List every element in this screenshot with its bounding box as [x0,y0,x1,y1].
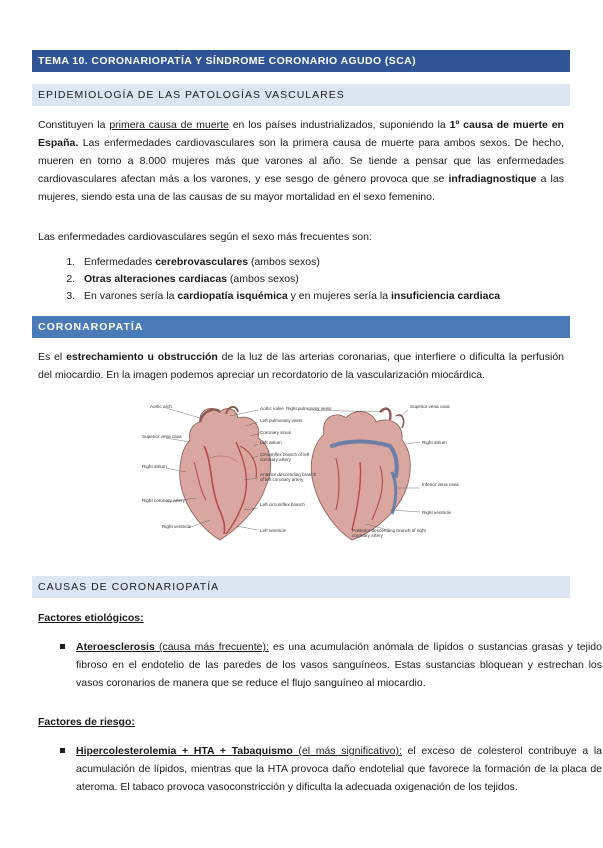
underlined-text: : [398,745,402,757]
label-superior-vena-cava-right: Superior vena cava [410,404,450,409]
text-run: en los países industrializados, suponiendo la [228,119,450,131]
list-item [78,288,603,305]
epidemiologia-paragraph-1 [38,116,564,206]
label-left-ventricle: Left ventricle [260,528,287,533]
text-run: (ambos sexos) [248,256,320,268]
label-right-coronary-artery: Right coronary artery [142,498,185,503]
text-run: de la luz de las arterias coronarias, que interfiere o dificulta la perfusión del miocardio. En la imagen podemos apreciar un recordatorio de la vascularización miocárdica. [38,351,565,381]
bold-text: cardiopatía isquémica [177,290,288,302]
underlined-text: (el más significativo) [292,745,399,757]
bold-text: cerebrovasculares [155,256,249,268]
list-item [76,742,602,796]
label-svc-right-wrapper [410,404,460,418]
heart-vascularization-figure [140,402,462,550]
text-run: a las mujeres, siendo esta una de las causas de su mayor mortalidad en el sexo femenino. [38,173,564,203]
label-right-ventricle-right: Right ventricle [422,510,452,515]
list-item [76,638,602,692]
text-run: Es el [38,351,67,363]
section-heading-causas: CAUSAS DE CORONARIOPATÍA [32,576,570,598]
label-inferior-vena-cava: Inferior vena cava [422,482,459,487]
etiologicos-list [38,638,602,692]
bold-text: estrechamiento u obstrucción [66,351,218,363]
label-ivc-wrapper [422,482,460,496]
bold-text: infradiagnostique [448,173,537,185]
bold-text: 1º causa de muerte en España. [38,119,564,149]
label-superior-vena-cava: Superior vena cava [142,434,182,439]
document-title: TEMA 10. CORONARIOPATÍA Y SÍNDROME CORONARIO AGUDO (SCA) [32,50,570,72]
section-heading-coronaropatia: CORONAROPATÍA [32,316,570,338]
subheading-factores-riesgo: Factores de riesgo: [38,716,135,728]
bold-text: Otras alteraciones cardiacas [84,273,228,285]
underlined-text: : [265,641,269,653]
coronaropatia-paragraph [38,348,564,384]
bullet-square-icon [60,644,65,649]
label-right-ventricle: Right ventricle [162,524,192,529]
label-left-circumflex-branch: Left circumflex branch [260,502,305,507]
label-anterior-descending-wrapper [260,472,318,498]
text-run: Las enfermedades cardiovasculares son la primera causa de muerte para ambos sexos. De hecho, mueren en torno a 8.000 mujeres más que varones al año. Se tiende a pensar que las enfermedades cardiovasculares afectan más a los varones, y ese sesgo de género provoca que se [38,137,564,185]
label-posterior-descending: Posterior descending branch of right coronary artery [352,528,426,539]
text-run: y en mujeres sería la [287,290,391,302]
label-posterior-descending-wrapper [352,528,432,548]
underlined-text: primera causa de muerte [109,119,229,131]
label-coronary-sinus: Coronary sinus [260,430,291,435]
underlined-text: (causa más frecuente) [154,641,266,653]
bullet-square-icon [60,748,65,753]
label-left-pulmonary-veins: Left pulmonary veins [260,418,303,423]
label-left-atrium: Left atrium [260,440,282,445]
bold-underlined-text: Ateroesclerosis [76,641,155,653]
anterior-heart-illustration [180,407,271,540]
section-heading-epidemiologia: EPIDEMIOLOGÍA DE LAS PATOLOGÍAS VASCULARES [32,84,570,106]
label-circumflex-branch: Circumflex branch of left coronary artery [260,452,310,463]
list-item [78,254,603,271]
cardiovascular-list [38,254,603,305]
list-item [78,271,603,288]
label-circumflex-branch-wrapper [260,452,318,472]
text-run: es una acumulación anómala de lípidos o sustancias grasas y tejido fibroso en el endotelio de las paredes de los vasos sanguíneos. Estas sustancias bloquean y estrechan los vasos coronarios de manera que se reduce el flujo sanguíneo al miocardio. [76,641,602,689]
bold-text: insuficiencia cardiaca [390,290,501,302]
text-run: Enfermedades [84,256,156,268]
label-aortic-valve: Aortic valve [260,406,284,411]
text-run: En varones sería la [84,290,178,302]
bold-underlined-text: Hipercolesterolemia + HTA + Tabaquismo [76,745,293,757]
text-run: (ambos sexos) [227,273,299,285]
label-right-atrium-right: Right atrium [422,440,447,445]
text-run: el exceso de colesterol contribuye a la acumulación de lípidos, mientras que la HTA provoca daño endotelial que favorece la formación de la placa de ateroma. El tabaco provoca vasoconstricción y dificulta la adecuada oxigenación de los tejidos. [76,745,603,793]
subheading-factores-etiologicos: Factores etiológicos: [38,612,144,624]
text-run: Constituyen la [38,119,110,131]
label-right-pulmonary-veins: Right pulmonary veins [286,406,332,411]
posterior-heart-illustration [311,409,410,540]
epidemiologia-paragraph-2: Las enfermedades cardiovasculares según el sexo más frecuentes son: [38,231,372,243]
label-aortic-arch: Aortic arch [150,404,172,409]
label-left-circumflex-wrapper [260,502,318,518]
label-right-atrium: Right atrium [142,464,167,469]
label-anterior-descending: Anterior descending branch of left coronary artery [260,472,317,483]
riesgo-list [38,742,602,796]
